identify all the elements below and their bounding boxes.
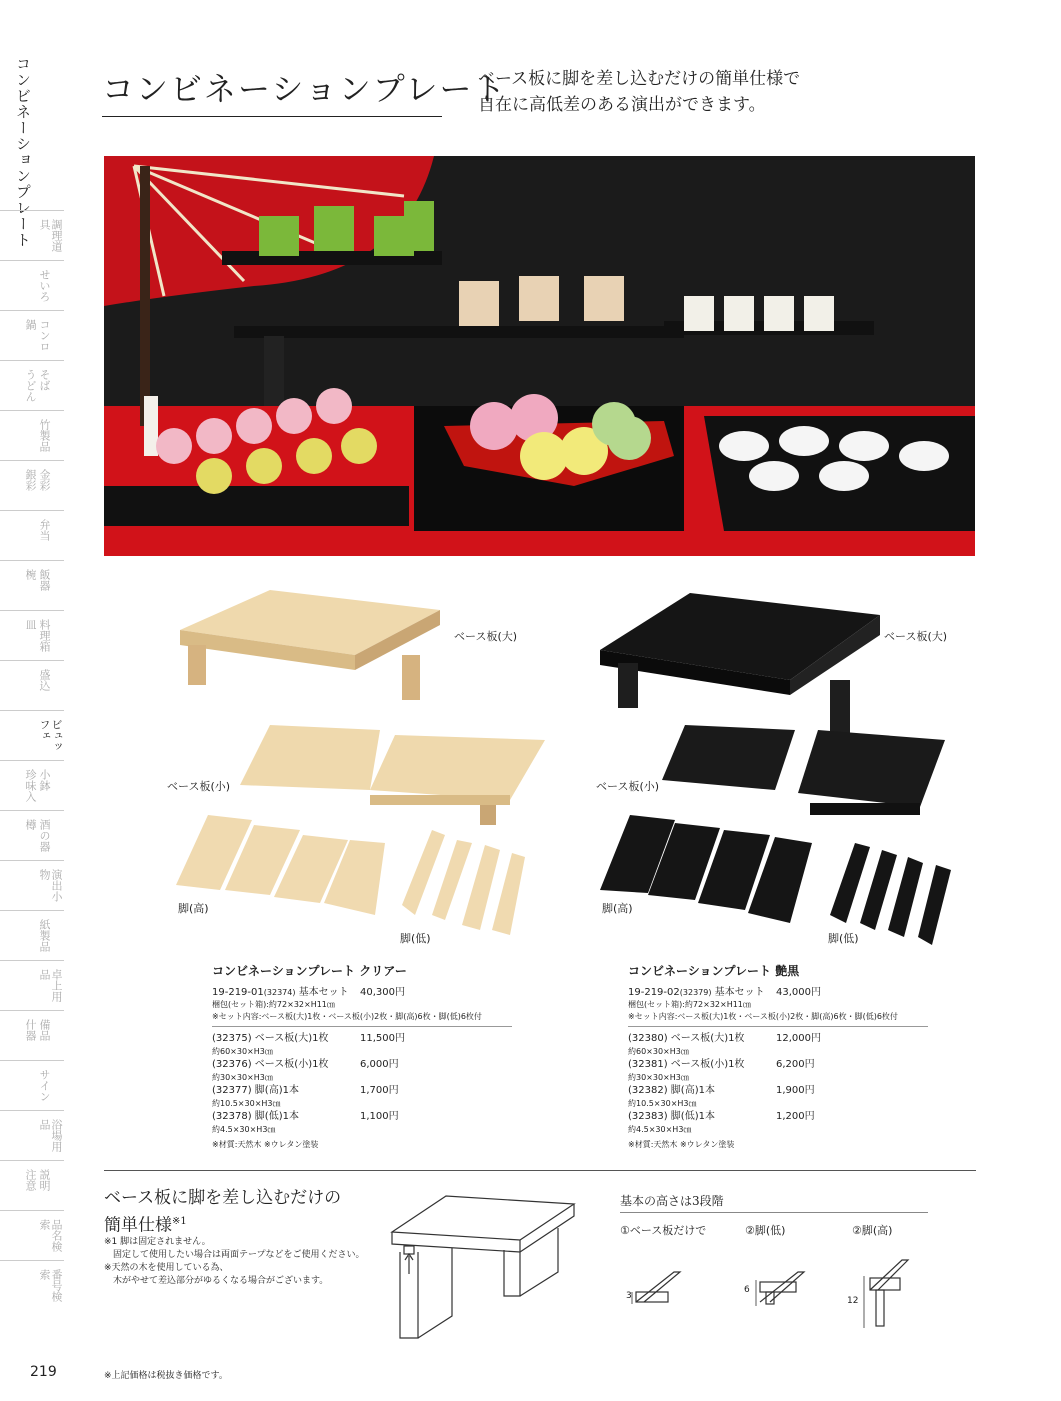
level-value-2: 6 (744, 1285, 750, 1295)
rail-tab[interactable] (0, 860, 64, 911)
set-pack: 梱包(セット箱):約72×32×H11㎝ (212, 1000, 335, 1009)
rail-tab-label: 小鉢 (38, 769, 51, 791)
material-note: ※材質:天然木 ※ウレタン塗装 (628, 1140, 735, 1149)
rail-tab-sublabel: 皿 (24, 619, 37, 630)
rail-tab[interactable] (0, 760, 64, 811)
set-code: 19-219-02 (628, 987, 680, 998)
feature-title-sup: ※1 (172, 1216, 187, 1227)
rail-tab[interactable] (0, 1010, 64, 1061)
rail-tab[interactable] (0, 660, 64, 711)
note-line: 固定して使用したい場合は両面テープなどをご使用ください。 (104, 1250, 365, 1260)
rail-tab-label: 備品 (38, 1019, 51, 1041)
rail-tab[interactable] (0, 560, 64, 611)
item-row (212, 1084, 512, 1110)
item-row (628, 1110, 928, 1136)
rail-tab-label: 演出小物 (38, 869, 63, 902)
item-row (212, 1110, 512, 1136)
level-label-1: ①ベース板だけで (620, 1224, 707, 1237)
rail-tab-label: 竹製品 (38, 419, 51, 452)
rail-tab-label: そば (38, 369, 51, 391)
label-leg-high-clear: 脚(高) (178, 902, 209, 915)
rail-tab-sublabel: 銀彩 (24, 469, 37, 491)
set-contents: ※セット内容:ベース板(大)1枚・ベース板(小)2枚・脚(高)6枚・脚(低)6枚付 (628, 1012, 898, 1021)
label-base-small-black: ベース板(小) (596, 780, 660, 793)
rail-tab[interactable] (0, 1110, 64, 1161)
tax-note: ※上記価格は税抜き価格です。 (104, 1371, 228, 1381)
set-price: 40,300円 (360, 987, 405, 998)
level-label-2: ②脚(低) (745, 1224, 786, 1237)
item-size: 約10.5×30×H3㎝ (628, 1099, 697, 1108)
item-price: 1,200円 (776, 1111, 815, 1122)
feature-title-line-2: 簡単仕様 (104, 1215, 172, 1236)
label-base-small-clear: ベース板(小) (167, 780, 231, 793)
feature-notes (104, 1236, 365, 1288)
item-price: 6,200円 (776, 1059, 815, 1070)
feature-title-line-1: ベース板に脚を差し込むだけの (104, 1188, 342, 1208)
rail-tab[interactable] (0, 1210, 64, 1261)
side-section-title: コンビネーションプレート (14, 56, 32, 248)
item-size: 約10.5×30×H3㎝ (212, 1099, 281, 1108)
item-size: 約60×30×H3㎝ (212, 1047, 273, 1056)
rail-tab-sublabel: 樽 (24, 819, 37, 830)
rail-tab-sublabel: 珍味入 (24, 769, 37, 802)
set-sub: (32379) (679, 988, 712, 997)
rail-tab-sublabel: 鍋 (24, 319, 37, 330)
set-name: 基本セット (298, 987, 349, 998)
rail-tab[interactable] (0, 710, 64, 761)
item-price: 1,700円 (360, 1085, 399, 1096)
page-number: 219 (30, 1364, 57, 1380)
rail-tab-label: 番号検索 (38, 1269, 63, 1302)
item-row (212, 1058, 512, 1084)
rail-tab-label: 卓上用品 (38, 969, 63, 1002)
set-price: 43,000円 (776, 987, 821, 998)
title-underline (102, 116, 442, 117)
rail-tab-label: コンロ (38, 319, 51, 352)
rail-tab-label: 料理箱 (38, 619, 51, 652)
section-divider (104, 1170, 976, 1171)
item-name: (32376) ベース板(小)1枚 (212, 1059, 329, 1070)
rail-tab[interactable] (0, 810, 64, 861)
rail-tab-label: 説明 (38, 1169, 51, 1191)
item-size: 約4.5×30×H3㎝ (212, 1125, 276, 1134)
lead-line-2: 自在に高低差のある演出ができます。 (478, 95, 766, 115)
rail-tab[interactable] (0, 310, 64, 361)
label-base-large-clear: ベース板(大) (454, 630, 518, 643)
level-label-3: ②脚(高) (852, 1224, 893, 1237)
item-row (628, 1032, 928, 1058)
item-name: (32383) 脚(低)1本 (628, 1111, 715, 1122)
levels-title: 基本の高さは3段階 (620, 1194, 724, 1208)
set-pack: 梱包(セット箱):約72×32×H11㎝ (628, 1000, 751, 1009)
hero-photo-illustration (104, 156, 975, 556)
rail-tab-sublabel: うどん (24, 369, 37, 402)
material-note: ※材質:天然木 ※ウレタン塗装 (212, 1140, 319, 1149)
item-row (628, 1058, 928, 1084)
item-size: 約30×30×H3㎝ (628, 1073, 689, 1082)
item-name: (32381) ベース板(小)1枚 (628, 1059, 745, 1070)
item-size: 約60×30×H3㎝ (628, 1047, 689, 1056)
label-leg-low-black: 脚(低) (828, 932, 859, 945)
rail-tab-label: 酒の器 (38, 819, 51, 852)
item-name: (32378) 脚(低)1本 (212, 1111, 299, 1122)
item-size: 約30×30×H3㎝ (212, 1073, 273, 1082)
rail-tab[interactable] (0, 960, 64, 1011)
rail-tab-label: ビュッフェ (38, 719, 63, 752)
rail-tab-label: せいろ (38, 269, 51, 302)
note-line: ※天然の木を使用している為、 (104, 1263, 229, 1273)
rail-tab[interactable] (0, 410, 64, 461)
rail-tab[interactable] (0, 360, 64, 411)
page-title: コンビネーションプレート (102, 70, 508, 108)
product-illustrations (170, 585, 990, 945)
insert-diagram (388, 1192, 588, 1344)
note-line: 木がやせて差込部分がゆるくなる場合がございます。 (104, 1276, 329, 1286)
item-name: (32380) ベース板(大)1枚 (628, 1033, 745, 1044)
feature-title (104, 1186, 341, 1238)
rail-tab[interactable] (0, 510, 64, 561)
set-code: 19-219-01 (212, 987, 264, 998)
rail-tab-label: 品名検索 (38, 1219, 63, 1252)
item-price: 6,000円 (360, 1059, 399, 1070)
item-name: (32382) 脚(高)1本 (628, 1085, 715, 1096)
item-price: 11,500円 (360, 1033, 405, 1044)
product-block-clear (212, 962, 522, 1152)
rail-tab[interactable] (0, 1060, 64, 1111)
level-diagrams (620, 1250, 920, 1340)
rail-tab-label: 調理道具 (38, 219, 63, 252)
rail-tab-sublabel: 椀 (24, 569, 37, 580)
rail-tab[interactable] (0, 260, 64, 311)
item-row (212, 1032, 512, 1058)
label-leg-high-black: 脚(高) (602, 902, 633, 915)
label-base-large-black: ベース板(大) (884, 630, 948, 643)
rail-tab[interactable] (0, 210, 64, 261)
item-size: 約4.5×30×H3㎝ (628, 1125, 692, 1134)
rail-tab-label: 盛込 (38, 669, 51, 691)
product-name: コンビネーションプレート 艶黒 (628, 964, 800, 978)
rail-tab-label: 飯器 (38, 569, 51, 591)
rail-tab-label: 金彩 (38, 469, 51, 491)
rail-tab[interactable] (0, 460, 64, 511)
product-name: コンビネーションプレート クリアー (212, 964, 407, 978)
set-name: 基本セット (714, 987, 765, 998)
lead-text (478, 66, 800, 118)
product-block-black (628, 962, 938, 1152)
item-name: (32375) ベース板(大)1枚 (212, 1033, 329, 1044)
rail-tab[interactable] (0, 910, 64, 961)
rail-tab-sublabel: 注意 (24, 1169, 37, 1191)
rail-tab[interactable] (0, 1160, 64, 1211)
item-row (628, 1084, 928, 1110)
rail-tab-sublabel: 什器 (24, 1019, 37, 1041)
lead-line-1: ベース板に脚を差し込むだけの簡単仕様で (478, 69, 801, 89)
set-contents: ※セット内容:ベース板(大)1枚・ベース板(小)2枚・脚(高)6枚・脚(低)6枚付 (212, 1012, 482, 1021)
item-price: 12,000円 (776, 1033, 821, 1044)
note-line: ※1 脚は固定されません。 (104, 1237, 211, 1247)
set-sub: (32374) (263, 988, 296, 997)
rail-tab-label: サイン (38, 1069, 51, 1102)
level-value-1: 3 (626, 1291, 632, 1301)
hero-photo (104, 156, 975, 556)
item-name: (32377) 脚(高)1本 (212, 1085, 299, 1096)
item-price: 1,100円 (360, 1111, 399, 1122)
rail-tab-label: 弁当 (38, 519, 51, 541)
label-leg-low-clear: 脚(低) (400, 932, 431, 945)
item-price: 1,900円 (776, 1085, 815, 1096)
level-value-3: 12 (847, 1296, 859, 1306)
rail-tab-label: 紙製品 (38, 919, 51, 952)
rail-tab[interactable] (0, 610, 64, 661)
rail-tab[interactable] (0, 1260, 64, 1311)
rail-tab-label: 浴場用品 (38, 1119, 63, 1152)
